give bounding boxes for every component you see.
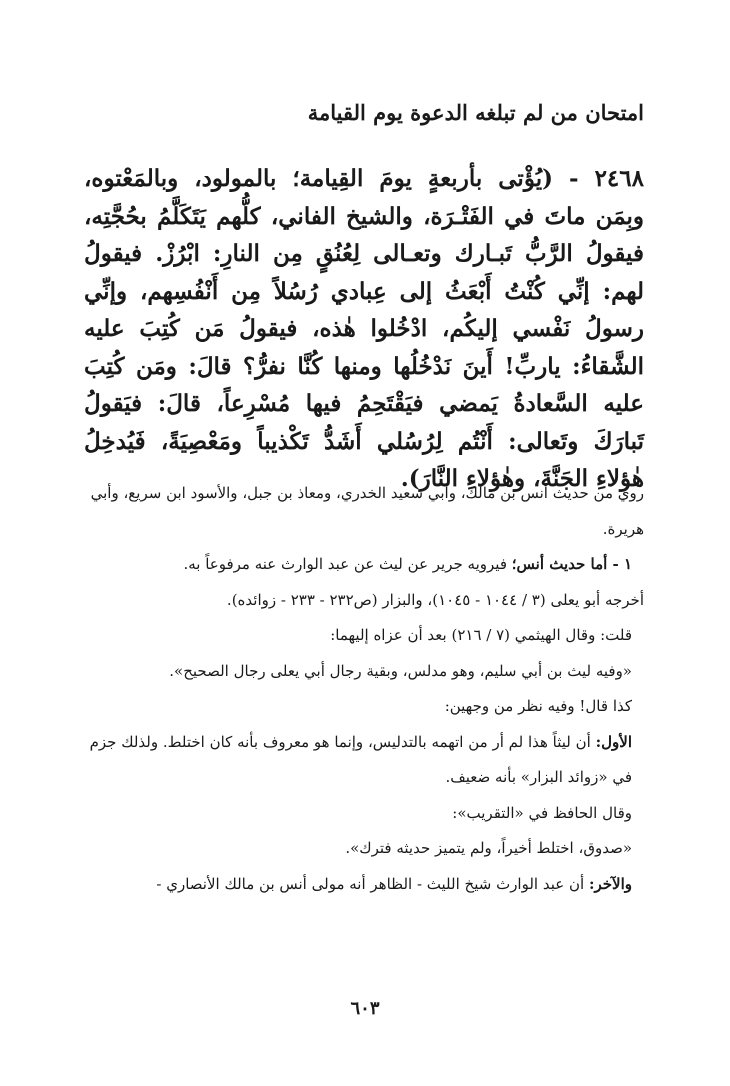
hadith-number: ٢٤٦٨ - <box>569 165 644 192</box>
commentary-paragraph <box>84 654 644 690</box>
hadith-text: (يُؤْتى بأربعةٍ يومَ القِيامة؛ بالمولود، وبالمَعْتوه، وبِمَن ماتَ في الفَتْـرَة، والشيخ الفاني، كلُّهم يَتَكَلَّمُ بحُجَّتِه، فيقولُ الرَّبُّ تَبـارك وتعـالى لِعُنُقٍ مِن النارِ: ابْرُزْ. فيقولُ لهم: إنِّي كُنْتُ أَبْعَثُ إلى عِبادي رُسُلاً مِن أَنْفُسِهم، وإنِّي رسولُ نَفْسي إليكُم، ادْخُلوا هٰذه، فيقولُ مَن كُتِبَ عليه الشَّقاءُ: ياربِّ! أَينَ نَدْخُلُها ومنها كُنَّا نفرُّ؟ قالَ: ومَن كُتِبَ عليه السَّعادةُ يَمضي فيَقْتَحِمُ فيها مُسْرِعاً، قالَ: فيَقولُ تَبارَكَ وتَعالى: أَنْتُم لِرُسُلي أَشَدُّ تَكْذيباً ومَعْصِيَةً، فَيُدخِلُ هٰؤلاءِ الجَنَّةَ، وهٰؤلاءِ النَّارَ). <box>84 165 644 492</box>
paragraph-text: قلت: وقال الهيثمي (٧ / ٢١٦) بعد أن عزاه إليهما: <box>330 626 632 644</box>
paragraph-text: أن ليثاً هذا لم أر من اتهمه بالتدليس، وإنما هو معروف بأنه كان اختلط. ولذلك جزم في «زوائد البزار» بأنه ضعيف. <box>89 732 632 786</box>
commentary-paragraph <box>84 547 644 583</box>
commentary-paragraph <box>84 725 644 796</box>
commentary-paragraph <box>84 796 644 832</box>
page-number: ٦٠٣ <box>350 998 380 1019</box>
commentary-block <box>84 476 644 902</box>
paragraph-text: روي من حديث أنس بن مالك، وأبي سعيد الخدري، ومعاذ بن جبل، والأسود ابن سريع، وأبي هريرة. <box>90 484 644 538</box>
paragraph-text: «صدوق، اختلط أخيراً، ولم يتميز حديثه فترك». <box>345 839 632 857</box>
commentary-paragraph <box>84 476 644 547</box>
hadith-block <box>84 160 644 498</box>
paragraph-lead: والآخر: <box>588 874 632 893</box>
paragraph-text: كذا قال! وفيه نظر من وجهين: <box>444 697 632 715</box>
paragraph-lead: الأول: <box>595 732 632 751</box>
paragraph-lead: ١ - أما حديث أنس؛ <box>511 555 632 573</box>
paragraph-text: «وفيه ليث بن أبي سليم، وهو مدلس، وبقية رجال أبي يعلى رجال الصحيح». <box>169 661 632 680</box>
paragraph-text: فيرويه جرير عن ليث عن عبد الوارث عنه مرفوعاً به. <box>183 555 512 573</box>
commentary-paragraph <box>84 618 644 654</box>
paragraph-text: وقال الحافظ في «التقريب»: <box>452 803 632 822</box>
commentary-paragraph <box>84 831 644 867</box>
commentary-paragraph <box>84 689 644 725</box>
commentary-paragraph <box>84 867 644 903</box>
commentary-paragraph <box>84 583 644 619</box>
paragraph-text: أخرجه أبو يعلى (٣ / ١٠٤٤ - ١٠٤٥)، والبزار (ص٢٣٢ - ٢٣٣ - زوائده). <box>226 590 644 609</box>
running-head-title: امتحان من لم تبلغه الدعوة يوم القيامة <box>307 100 644 125</box>
paragraph-text: أن عبد الوارث شيخ الليث - الظاهر أنه مولى أنس بن مالك الأنصاري - <box>156 874 589 893</box>
